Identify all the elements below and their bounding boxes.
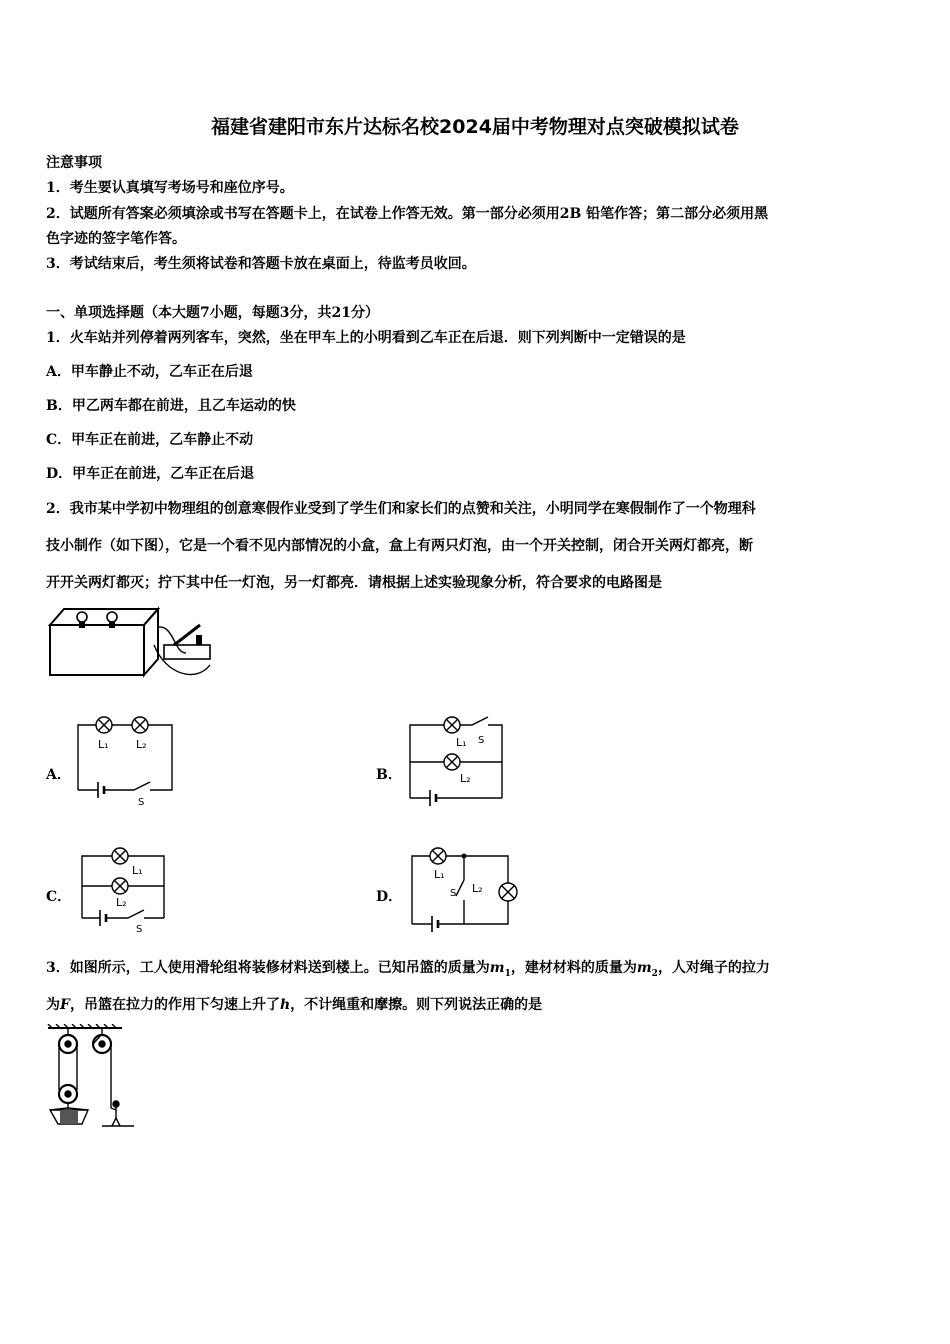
circuit-b	[402, 710, 512, 810]
circuit-c-l1-label: L₁	[132, 864, 143, 877]
circuit-a-l2-label: L₂	[136, 738, 147, 751]
q2-stem-line-2: 技小制作（如下图），它是一个看不见内部情况的小盒，盒上有两只灯泡，由一个开关控制，闭合开关两灯都亮，断	[46, 538, 753, 554]
q3-text-2a: 为	[46, 997, 60, 1013]
circuit-d-l2-label: L₂	[472, 882, 483, 895]
q3-h-symbol: h	[279, 997, 291, 1013]
circuit-c	[74, 840, 174, 936]
q2-option-d-label: D．	[376, 889, 403, 905]
circuit-c-s-label: S	[136, 924, 143, 935]
q2-option-a-label: A．	[46, 767, 71, 783]
circuit-b-l2-label: L₂	[460, 772, 471, 785]
q1-option-b: B．甲乙两车都在前进，且乙车运动的快	[46, 398, 296, 414]
q3-text-1a: 3．如图所示，工人使用滑轮组将装修材料送到楼上。已知吊篮的质量为	[46, 960, 490, 976]
q3-text-1c: ，人对绳子的拉力	[657, 960, 770, 976]
bulb-box-illustration	[46, 605, 216, 683]
q3-m1-symbol: m	[489, 960, 505, 976]
q2-option-b-label: B．	[376, 767, 402, 783]
q2-option-c-label: C．	[46, 889, 72, 905]
circuit-c-l2-label: L₂	[116, 896, 127, 909]
circuit-a-s-label: S	[138, 797, 145, 808]
q3-f-symbol: F	[60, 997, 70, 1013]
q3-m2-subscript: 2	[651, 968, 658, 979]
notice-heading: 注意事项	[46, 155, 102, 171]
circuit-a-l1-label: L₁	[98, 738, 109, 751]
circuit-d-l1-label: L₁	[434, 868, 445, 881]
q3-m2-symbol: m	[636, 960, 652, 976]
notice-item-1: 1．考生要认真填写考场号和座位序号。	[46, 180, 294, 196]
q3-text-2c: ，不计绳重和摩擦。则下列说法正确的是	[290, 997, 543, 1013]
pulley-illustration	[44, 1024, 140, 1128]
q3-stem-line-2	[46, 994, 542, 1014]
circuit-b-s-label: S	[478, 735, 485, 746]
notice-item-2: 2．试题所有答案必须填涂或书写在答题卡上，在试卷上作答无效。第一部分必须用2B 铅笔作答；第二部分必须用黑	[46, 206, 769, 222]
q1-stem: 1．火车站并列停着两列客车，突然，坐在甲车上的小明看到乙车正在后退．则下列判断中一定错误的是	[46, 330, 686, 346]
circuit-a	[70, 710, 180, 810]
q1-option-a: A．甲车静止不动，乙车正在后退	[46, 364, 253, 380]
q1-option-d: D．甲车正在前进，乙车正在后退	[46, 466, 255, 482]
page-title: 福建省建阳市东片达标名校2024届中考物理对点突破模拟试卷	[211, 116, 739, 138]
circuit-b-l1-label: L₁	[456, 736, 467, 749]
q3-text-2b: ，吊篮在拉力的作用下匀速上升了	[69, 997, 280, 1013]
notice-item-3: 3．考试结束后，考生须将试卷和答题卡放在桌面上，待监考员收回。	[46, 256, 476, 272]
circuit-d	[404, 840, 524, 936]
q1-option-c: C．甲车正在前进，乙车静止不动	[46, 432, 254, 448]
q3-m1-subscript: 1	[504, 968, 511, 979]
q3-text-1b: ，建材材料的质量为	[510, 960, 637, 976]
notice-item-2-cont: 色字迹的签字笔作答。	[46, 231, 186, 247]
q2-stem-line-3: 开开关两灯都灭；拧下其中任一灯泡，另一灯都亮．请根据上述实验现象分析，符合要求的电路图是	[46, 575, 662, 591]
circuit-d-s-label: S	[450, 888, 457, 899]
section-heading: 一、单项选择题（本大题7小题，每题3分，共21分）	[46, 305, 379, 321]
q3-stem-line-1	[46, 957, 770, 979]
q2-stem-line-1: 2．我市某中学初中物理组的创意寒假作业受到了学生们和家长们的点赞和关注，小明同学在寒假制作了一个物理科	[46, 501, 756, 517]
